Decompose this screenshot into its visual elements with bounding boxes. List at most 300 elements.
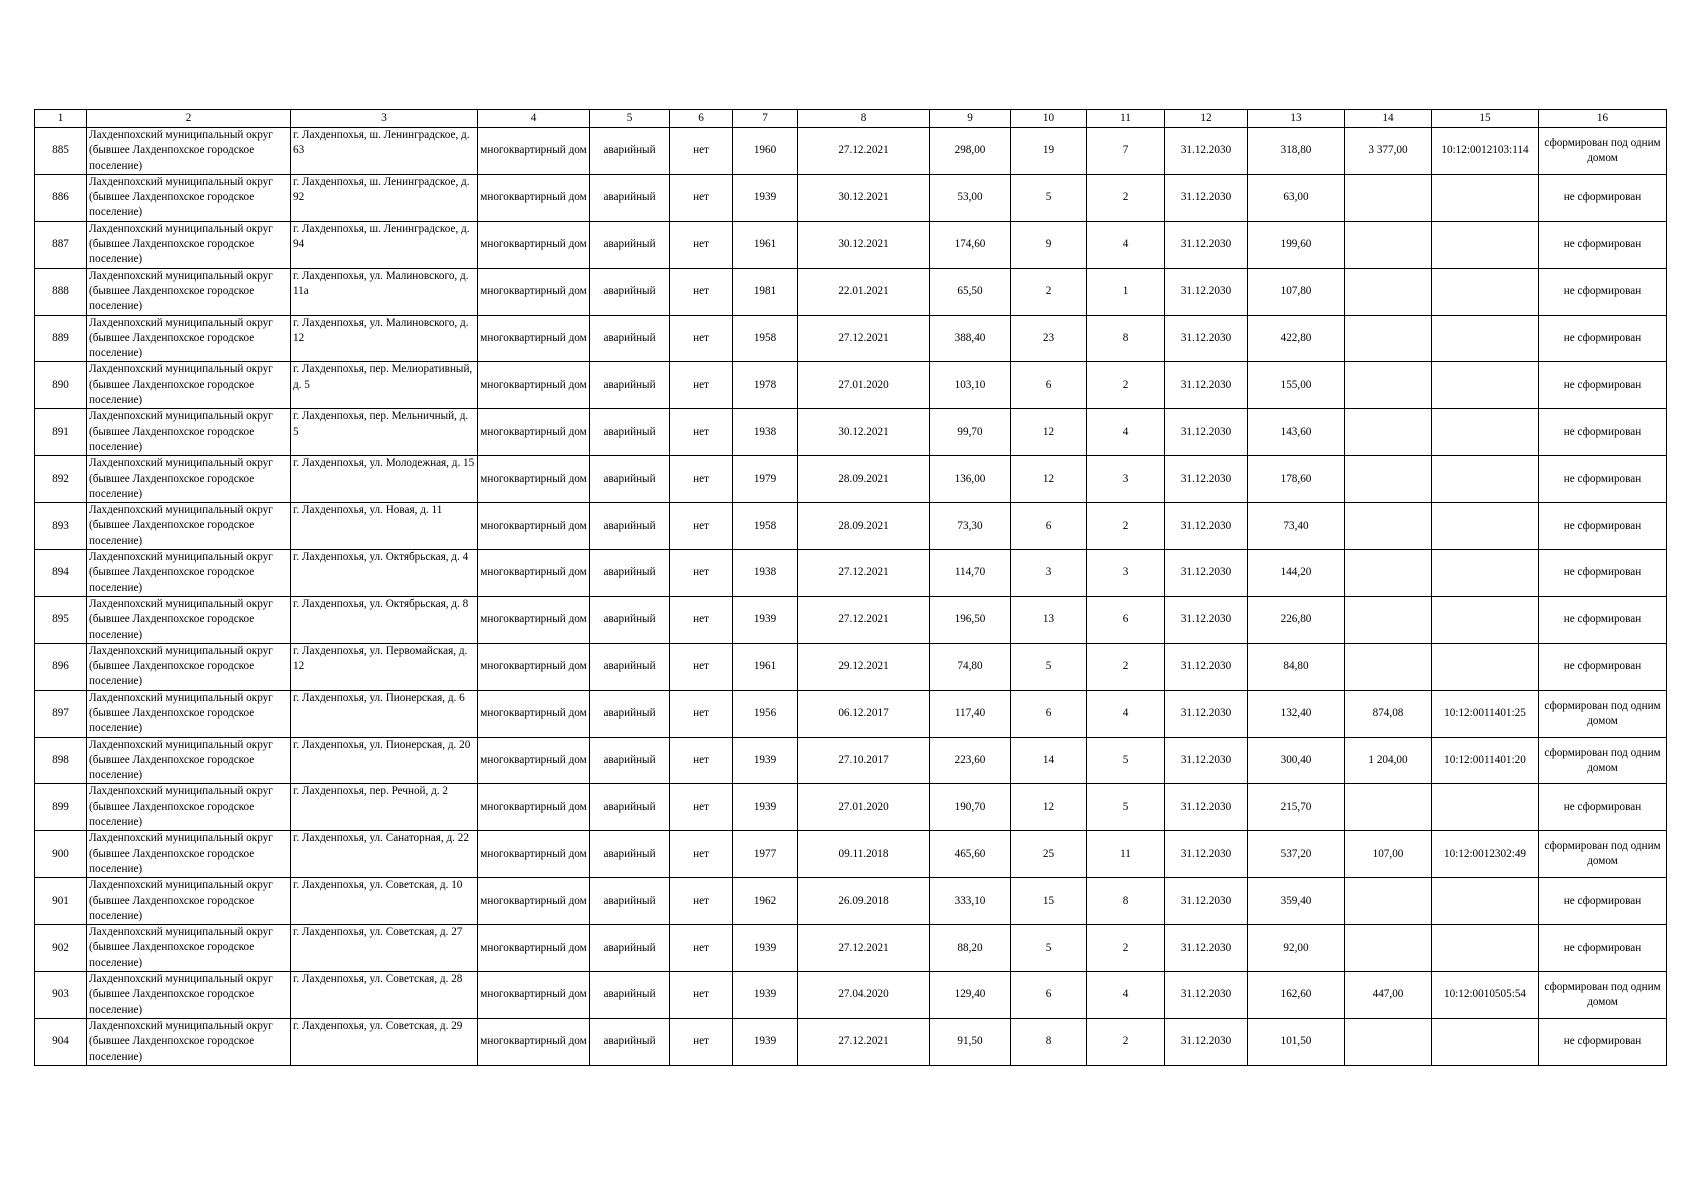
total-area-cell: 199,60 (1248, 221, 1345, 268)
apartments-cell: 7 (1087, 128, 1165, 175)
flag-cell: нет (670, 690, 733, 737)
total-area-cell: 132,40 (1248, 690, 1345, 737)
recognition-date-cell: 27.12.2021 (798, 128, 930, 175)
condition-cell: аварийный (590, 690, 670, 737)
building-type-cell: многоквартирный дом (478, 221, 590, 268)
residents-cell: 12 (1011, 456, 1087, 503)
land-area-cell (1345, 643, 1432, 690)
table-row (35, 737, 1667, 784)
apartments-cell: 1 (1087, 268, 1165, 315)
deadline-cell: 31.12.2030 (1165, 174, 1248, 221)
municipality-cell: Лахденпохский муниципальный округ (бывшее Лахденпохское городское поселение) (87, 503, 291, 550)
area-cell: 190,70 (930, 784, 1011, 831)
row-number-cell: 904 (35, 1018, 87, 1065)
deadline-cell: 31.12.2030 (1165, 315, 1248, 362)
municipality-cell: Лахденпохский муниципальный округ (бывшее Лахденпохское городское поселение) (87, 1018, 291, 1065)
cadastral-number-cell (1432, 784, 1539, 831)
municipality-cell: Лахденпохский муниципальный округ (бывшее Лахденпохское городское поселение) (87, 174, 291, 221)
row-number-cell: 893 (35, 503, 87, 550)
year-built-cell: 1981 (733, 268, 798, 315)
column-number-16: 16 (1539, 110, 1667, 128)
table-row (35, 221, 1667, 268)
table-row (35, 925, 1667, 972)
address-cell: г. Лахденпохья, ул. Малиновского, д. 11а (291, 268, 478, 315)
land-area-cell (1345, 362, 1432, 409)
apartments-cell: 2 (1087, 174, 1165, 221)
deadline-cell: 31.12.2030 (1165, 128, 1248, 175)
address-cell: г. Лахденпохья, ш. Ленинградское, д. 92 (291, 174, 478, 221)
land-area-cell (1345, 503, 1432, 550)
apartments-cell: 5 (1087, 737, 1165, 784)
deadline-cell: 31.12.2030 (1165, 362, 1248, 409)
table-row (35, 1018, 1667, 1065)
building-type-cell: многоквартирный дом (478, 128, 590, 175)
municipality-cell: Лахденпохский муниципальный округ (бывшее Лахденпохское городское поселение) (87, 221, 291, 268)
condition-cell: аварийный (590, 221, 670, 268)
year-built-cell: 1938 (733, 409, 798, 456)
row-number-cell: 895 (35, 596, 87, 643)
column-number-1: 1 (35, 110, 87, 128)
total-area-cell: 155,00 (1248, 362, 1345, 409)
condition-cell: аварийный (590, 596, 670, 643)
land-status-cell: сформирован под одним домом (1539, 128, 1667, 175)
apartments-cell: 11 (1087, 831, 1165, 878)
municipality-cell: Лахденпохский муниципальный округ (бывшее Лахденпохское городское поселение) (87, 831, 291, 878)
condition-cell: аварийный (590, 1018, 670, 1065)
land-area-cell (1345, 596, 1432, 643)
address-cell: г. Лахденпохья, ул. Октябрьская, д. 8 (291, 596, 478, 643)
land-area-cell (1345, 784, 1432, 831)
total-area-cell: 73,40 (1248, 503, 1345, 550)
building-type-cell: многоквартирный дом (478, 503, 590, 550)
total-area-cell: 101,50 (1248, 1018, 1345, 1065)
total-area-cell: 107,80 (1248, 268, 1345, 315)
land-status-cell: не сформирован (1539, 550, 1667, 597)
year-built-cell: 1938 (733, 550, 798, 597)
cadastral-number-cell (1432, 503, 1539, 550)
table-row (35, 878, 1667, 925)
total-area-cell: 300,40 (1248, 737, 1345, 784)
recognition-date-cell: 26.09.2018 (798, 878, 930, 925)
land-area-cell (1345, 550, 1432, 597)
residents-cell: 19 (1011, 128, 1087, 175)
table-row (35, 174, 1667, 221)
table-row (35, 409, 1667, 456)
column-number-6: 6 (670, 110, 733, 128)
land-status-cell: не сформирован (1539, 1018, 1667, 1065)
residents-cell: 5 (1011, 643, 1087, 690)
municipality-cell: Лахденпохский муниципальный округ (бывшее Лахденпохское городское поселение) (87, 925, 291, 972)
recognition-date-cell: 30.12.2021 (798, 174, 930, 221)
table-row (35, 128, 1667, 175)
municipality-cell: Лахденпохский муниципальный округ (бывшее Лахденпохское городское поселение) (87, 596, 291, 643)
table-row (35, 831, 1667, 878)
area-cell: 74,80 (930, 643, 1011, 690)
land-area-cell (1345, 174, 1432, 221)
year-built-cell: 1978 (733, 362, 798, 409)
residents-cell: 3 (1011, 550, 1087, 597)
building-type-cell: многоквартирный дом (478, 643, 590, 690)
deadline-cell: 31.12.2030 (1165, 456, 1248, 503)
land-status-cell: не сформирован (1539, 878, 1667, 925)
deadline-cell: 31.12.2030 (1165, 831, 1248, 878)
flag-cell: нет (670, 643, 733, 690)
recognition-date-cell: 28.09.2021 (798, 503, 930, 550)
area-cell: 114,70 (930, 550, 1011, 597)
cadastral-number-cell (1432, 174, 1539, 221)
apartments-cell: 8 (1087, 878, 1165, 925)
residents-cell: 23 (1011, 315, 1087, 362)
address-cell: г. Лахденпохья, пер. Речной, д. 2 (291, 784, 478, 831)
land-status-cell: не сформирован (1539, 409, 1667, 456)
flag-cell: нет (670, 268, 733, 315)
flag-cell: нет (670, 550, 733, 597)
recognition-date-cell: 27.12.2021 (798, 1018, 930, 1065)
cadastral-number-cell: 10:12:0012302:49 (1432, 831, 1539, 878)
residents-cell: 6 (1011, 690, 1087, 737)
residents-cell: 8 (1011, 1018, 1087, 1065)
deadline-cell: 31.12.2030 (1165, 690, 1248, 737)
deadline-cell: 31.12.2030 (1165, 268, 1248, 315)
deadline-cell: 31.12.2030 (1165, 409, 1248, 456)
deadline-cell: 31.12.2030 (1165, 878, 1248, 925)
flag-cell: нет (670, 503, 733, 550)
year-built-cell: 1958 (733, 503, 798, 550)
recognition-date-cell: 30.12.2021 (798, 409, 930, 456)
cadastral-number-cell (1432, 550, 1539, 597)
apartments-cell: 3 (1087, 456, 1165, 503)
land-area-cell (1345, 268, 1432, 315)
cadastral-number-cell (1432, 409, 1539, 456)
apartments-cell: 4 (1087, 221, 1165, 268)
year-built-cell: 1939 (733, 784, 798, 831)
building-type-cell: многоквартирный дом (478, 878, 590, 925)
table-row (35, 268, 1667, 315)
row-number-cell: 890 (35, 362, 87, 409)
address-cell: г. Лахденпохья, ул. Новая, д. 11 (291, 503, 478, 550)
cadastral-number-cell: 10:12:0012103:114 (1432, 128, 1539, 175)
column-number-10: 10 (1011, 110, 1087, 128)
row-number-cell: 885 (35, 128, 87, 175)
residents-cell: 25 (1011, 831, 1087, 878)
year-built-cell: 1939 (733, 972, 798, 1019)
municipality-cell: Лахденпохский муниципальный округ (бывшее Лахденпохское городское поселение) (87, 409, 291, 456)
land-status-cell: не сформирован (1539, 456, 1667, 503)
land-area-cell (1345, 456, 1432, 503)
recognition-date-cell: 30.12.2021 (798, 221, 930, 268)
building-type-cell: многоквартирный дом (478, 925, 590, 972)
building-type-cell: многоквартирный дом (478, 362, 590, 409)
apartments-cell: 4 (1087, 690, 1165, 737)
residents-cell: 2 (1011, 268, 1087, 315)
condition-cell: аварийный (590, 503, 670, 550)
year-built-cell: 1962 (733, 878, 798, 925)
condition-cell: аварийный (590, 268, 670, 315)
area-cell: 99,70 (930, 409, 1011, 456)
recognition-date-cell: 09.11.2018 (798, 831, 930, 878)
land-status-cell: не сформирован (1539, 596, 1667, 643)
residents-cell: 9 (1011, 221, 1087, 268)
address-cell: г. Лахденпохья, ул. Пионерская, д. 6 (291, 690, 478, 737)
year-built-cell: 1939 (733, 174, 798, 221)
apartments-cell: 4 (1087, 972, 1165, 1019)
condition-cell: аварийный (590, 128, 670, 175)
row-number-cell: 888 (35, 268, 87, 315)
year-built-cell: 1958 (733, 315, 798, 362)
row-number-cell: 896 (35, 643, 87, 690)
land-area-cell: 3 377,00 (1345, 128, 1432, 175)
building-type-cell: многоквартирный дом (478, 972, 590, 1019)
area-cell: 388,40 (930, 315, 1011, 362)
table-row (35, 596, 1667, 643)
cadastral-number-cell (1432, 456, 1539, 503)
recognition-date-cell: 27.01.2020 (798, 362, 930, 409)
total-area-cell: 143,60 (1248, 409, 1345, 456)
deadline-cell: 31.12.2030 (1165, 550, 1248, 597)
land-status-cell: не сформирован (1539, 784, 1667, 831)
apartments-cell: 2 (1087, 503, 1165, 550)
apartments-cell: 2 (1087, 643, 1165, 690)
building-type-cell: многоквартирный дом (478, 737, 590, 784)
total-area-cell: 92,00 (1248, 925, 1345, 972)
condition-cell: аварийный (590, 831, 670, 878)
residents-cell: 6 (1011, 503, 1087, 550)
column-number-12: 12 (1165, 110, 1248, 128)
deadline-cell: 31.12.2030 (1165, 925, 1248, 972)
total-area-cell: 537,20 (1248, 831, 1345, 878)
column-number-15: 15 (1432, 110, 1539, 128)
condition-cell: аварийный (590, 925, 670, 972)
flag-cell: нет (670, 878, 733, 925)
municipality-cell: Лахденпохский муниципальный округ (бывшее Лахденпохское городское поселение) (87, 315, 291, 362)
recognition-date-cell: 27.01.2020 (798, 784, 930, 831)
land-area-cell (1345, 878, 1432, 925)
total-area-cell: 226,80 (1248, 596, 1345, 643)
residents-cell: 6 (1011, 362, 1087, 409)
flag-cell: нет (670, 221, 733, 268)
column-number-9: 9 (930, 110, 1011, 128)
area-cell: 117,40 (930, 690, 1011, 737)
row-number-cell: 894 (35, 550, 87, 597)
area-cell: 223,60 (930, 737, 1011, 784)
flag-cell: нет (670, 737, 733, 784)
row-number-cell: 900 (35, 831, 87, 878)
residents-cell: 5 (1011, 925, 1087, 972)
land-area-cell: 1 204,00 (1345, 737, 1432, 784)
total-area-cell: 422,80 (1248, 315, 1345, 362)
recognition-date-cell: 27.10.2017 (798, 737, 930, 784)
year-built-cell: 1979 (733, 456, 798, 503)
building-type-cell: многоквартирный дом (478, 1018, 590, 1065)
residents-cell: 14 (1011, 737, 1087, 784)
land-status-cell: не сформирован (1539, 643, 1667, 690)
cadastral-number-cell: 10:12:0011401:25 (1432, 690, 1539, 737)
recognition-date-cell: 22.01.2021 (798, 268, 930, 315)
land-area-cell (1345, 1018, 1432, 1065)
row-number-cell: 903 (35, 972, 87, 1019)
year-built-cell: 1961 (733, 221, 798, 268)
building-type-cell: многоквартирный дом (478, 268, 590, 315)
land-status-cell: не сформирован (1539, 362, 1667, 409)
cadastral-number-cell (1432, 1018, 1539, 1065)
total-area-cell: 63,00 (1248, 174, 1345, 221)
recognition-date-cell: 06.12.2017 (798, 690, 930, 737)
column-number-7: 7 (733, 110, 798, 128)
area-cell: 465,60 (930, 831, 1011, 878)
municipality-cell: Лахденпохский муниципальный округ (бывшее Лахденпохское городское поселение) (87, 972, 291, 1019)
address-cell: г. Лахденпохья, ул. Советская, д. 27 (291, 925, 478, 972)
flag-cell: нет (670, 315, 733, 362)
land-status-cell: сформирован под одним домом (1539, 737, 1667, 784)
year-built-cell: 1961 (733, 643, 798, 690)
area-cell: 129,40 (930, 972, 1011, 1019)
row-number-cell: 889 (35, 315, 87, 362)
flag-cell: нет (670, 831, 733, 878)
column-number-2: 2 (87, 110, 291, 128)
apartments-cell: 2 (1087, 925, 1165, 972)
building-type-cell: многоквартирный дом (478, 456, 590, 503)
cadastral-number-cell (1432, 643, 1539, 690)
year-built-cell: 1939 (733, 1018, 798, 1065)
address-cell: г. Лахденпохья, ул. Пионерская, д. 20 (291, 737, 478, 784)
cadastral-number-cell (1432, 925, 1539, 972)
land-status-cell: не сформирован (1539, 268, 1667, 315)
building-type-cell: многоквартирный дом (478, 174, 590, 221)
land-area-cell: 447,00 (1345, 972, 1432, 1019)
row-number-cell: 899 (35, 784, 87, 831)
area-cell: 88,20 (930, 925, 1011, 972)
row-number-cell: 892 (35, 456, 87, 503)
deadline-cell: 31.12.2030 (1165, 1018, 1248, 1065)
row-number-cell: 886 (35, 174, 87, 221)
address-cell: г. Лахденпохья, ул. Октябрьская, д. 4 (291, 550, 478, 597)
building-type-cell: многоквартирный дом (478, 831, 590, 878)
recognition-date-cell: 29.12.2021 (798, 643, 930, 690)
land-status-cell: не сформирован (1539, 315, 1667, 362)
address-cell: г. Лахденпохья, ш. Ленинградское, д. 63 (291, 128, 478, 175)
recognition-date-cell: 27.04.2020 (798, 972, 930, 1019)
area-cell: 73,30 (930, 503, 1011, 550)
row-number-cell: 887 (35, 221, 87, 268)
flag-cell: нет (670, 925, 733, 972)
condition-cell: аварийный (590, 643, 670, 690)
year-built-cell: 1977 (733, 831, 798, 878)
area-cell: 196,50 (930, 596, 1011, 643)
condition-cell: аварийный (590, 174, 670, 221)
building-type-cell: многоквартирный дом (478, 784, 590, 831)
recognition-date-cell: 27.12.2021 (798, 925, 930, 972)
deadline-cell: 31.12.2030 (1165, 972, 1248, 1019)
cadastral-number-cell (1432, 878, 1539, 925)
municipality-cell: Лахденпохский муниципальный округ (бывшее Лахденпохское городское поселение) (87, 550, 291, 597)
condition-cell: аварийный (590, 456, 670, 503)
year-built-cell: 1939 (733, 737, 798, 784)
municipality-cell: Лахденпохский муниципальный округ (бывшее Лахденпохское городское поселение) (87, 456, 291, 503)
flag-cell: нет (670, 784, 733, 831)
column-number-14: 14 (1345, 110, 1432, 128)
recognition-date-cell: 27.12.2021 (798, 315, 930, 362)
recognition-date-cell: 28.09.2021 (798, 456, 930, 503)
flag-cell: нет (670, 409, 733, 456)
land-area-cell (1345, 925, 1432, 972)
deadline-cell: 31.12.2030 (1165, 503, 1248, 550)
total-area-cell: 215,70 (1248, 784, 1345, 831)
address-cell: г. Лахденпохья, ул. Молодежная, д. 15 (291, 456, 478, 503)
column-number-row (35, 110, 1667, 128)
address-cell: г. Лахденпохья, ш. Ленинградское, д. 94 (291, 221, 478, 268)
table-row (35, 503, 1667, 550)
deadline-cell: 31.12.2030 (1165, 643, 1248, 690)
land-area-cell (1345, 409, 1432, 456)
condition-cell: аварийный (590, 315, 670, 362)
row-number-cell: 901 (35, 878, 87, 925)
cadastral-number-cell (1432, 315, 1539, 362)
total-area-cell: 178,60 (1248, 456, 1345, 503)
area-cell: 136,00 (930, 456, 1011, 503)
area-cell: 333,10 (930, 878, 1011, 925)
address-cell: г. Лахденпохья, ул. Малиновского, д. 12 (291, 315, 478, 362)
condition-cell: аварийный (590, 784, 670, 831)
land-status-cell: не сформирован (1539, 221, 1667, 268)
residents-cell: 12 (1011, 784, 1087, 831)
column-number-5: 5 (590, 110, 670, 128)
total-area-cell: 318,80 (1248, 128, 1345, 175)
table-row (35, 456, 1667, 503)
land-status-cell: сформирован под одним домом (1539, 831, 1667, 878)
cadastral-number-cell (1432, 596, 1539, 643)
deadline-cell: 31.12.2030 (1165, 737, 1248, 784)
residents-cell: 13 (1011, 596, 1087, 643)
apartments-cell: 8 (1087, 315, 1165, 362)
land-status-cell: сформирован под одним домом (1539, 690, 1667, 737)
municipality-cell: Лахденпохский муниципальный округ (бывшее Лахденпохское городское поселение) (87, 690, 291, 737)
deadline-cell: 31.12.2030 (1165, 784, 1248, 831)
table-body (35, 110, 1667, 1066)
year-built-cell: 1939 (733, 925, 798, 972)
municipality-cell: Лахденпохский муниципальный округ (бывшее Лахденпохское городское поселение) (87, 643, 291, 690)
municipality-cell: Лахденпохский муниципальный округ (бывшее Лахденпохское городское поселение) (87, 128, 291, 175)
municipality-cell: Лахденпохский муниципальный округ (бывшее Лахденпохское городское поселение) (87, 737, 291, 784)
condition-cell: аварийный (590, 362, 670, 409)
residents-cell: 12 (1011, 409, 1087, 456)
residents-cell: 6 (1011, 972, 1087, 1019)
land-area-cell (1345, 315, 1432, 362)
column-number-8: 8 (798, 110, 930, 128)
table-row (35, 315, 1667, 362)
apartments-cell: 2 (1087, 362, 1165, 409)
building-type-cell: многоквартирный дом (478, 550, 590, 597)
area-cell: 91,50 (930, 1018, 1011, 1065)
year-built-cell: 1939 (733, 596, 798, 643)
table-row (35, 362, 1667, 409)
land-area-cell: 874,08 (1345, 690, 1432, 737)
municipality-cell: Лахденпохский муниципальный округ (бывшее Лахденпохское городское поселение) (87, 878, 291, 925)
apartments-cell: 4 (1087, 409, 1165, 456)
housing-register-table (34, 109, 1667, 1066)
area-cell: 298,00 (930, 128, 1011, 175)
apartments-cell: 2 (1087, 1018, 1165, 1065)
apartments-cell: 6 (1087, 596, 1165, 643)
address-cell: г. Лахденпохья, ул. Советская, д. 10 (291, 878, 478, 925)
total-area-cell: 359,40 (1248, 878, 1345, 925)
flag-cell: нет (670, 456, 733, 503)
recognition-date-cell: 27.12.2021 (798, 596, 930, 643)
table-row (35, 972, 1667, 1019)
address-cell: г. Лахденпохья, ул. Советская, д. 29 (291, 1018, 478, 1065)
land-area-cell (1345, 221, 1432, 268)
column-number-13: 13 (1248, 110, 1345, 128)
row-number-cell: 898 (35, 737, 87, 784)
